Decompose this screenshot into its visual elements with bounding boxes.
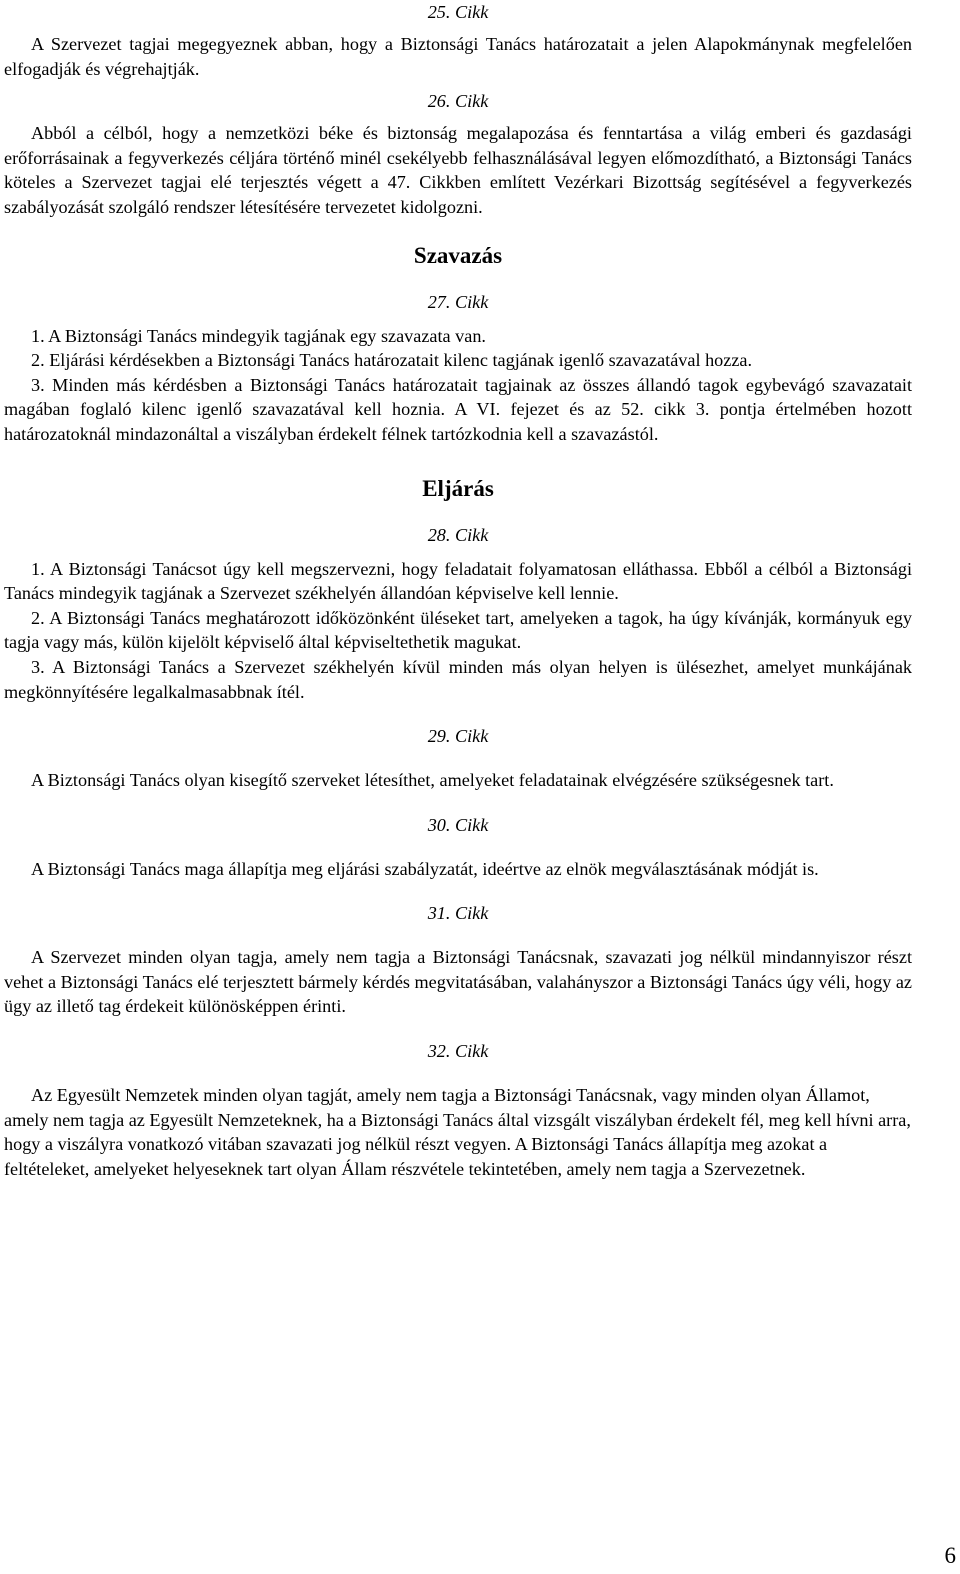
- article-25-text: A Szervezet tagjai megegyeznek abban, hogy a Biztonsági Tanács határozatait a jelen Alapokmánynak megfelelően elfogadják és végrehajtják.: [4, 34, 912, 79]
- document-page: [4, 0, 912, 1181]
- article-32-heading: 32. Cikk: [427, 1041, 489, 1062]
- section-heading-voting: Szavazás: [413, 242, 503, 268]
- article-27-item-1: 1. A Biztonsági Tanács mindegyik tagjának egy szavazata van.: [31, 325, 486, 346]
- article-29-heading: 29. Cikk: [427, 726, 489, 747]
- article-29-text: A Biztonsági Tanács olyan kisegítő szerveket létesíthet, amelyeket feladatainak elvégzésére szükségesnek tart.: [31, 770, 834, 791]
- article-30-heading: 30. Cikk: [427, 814, 489, 835]
- article-26-text: Abból a célból, hogy a nemzetközi béke és biztonság megalapozása és fenntartása a világ emberi és gazdasági erőforrásainak a fegyverkezés céljára történő minél csekélyebb felhasználásával legyen előmozdítható, a Biztonsági Tanács köteles a Szervezet tagjai elé terjesztés végett a 47. Cikkben említett Vezérkari Bizottság segítésével a fegyverkezés szabályozását szolgáló rendszer létesítésére tervezetet kidolgozni.: [4, 123, 912, 217]
- article-27-item-2: 2. Eljárási kérdésekben a Biztonsági Tanács határozatait kilenc tagjának igenlő szavazatával hozza.: [31, 350, 753, 371]
- article-28-item-3: 3. A Biztonsági Tanács a Szervezet székhelyén kívül minden más olyan helyen is ülésezhet, amelyet munkájának megkönnyítésére legalkalmasabbnak ítél.: [4, 656, 912, 702]
- article-25-heading: 25. Cikk: [427, 2, 489, 22]
- article-27-item-3: 3. Minden más kérdésben a Biztonsági Tanács határozatait tagjainak az összes állandó tagok egybevágó szavazatait magában foglaló kilenc igenlő szavazatával kell hoznia. A VI. fejezet és az 52. cikk 3. pontja értelmében hozott határozatoknál mindazonáltal a viszályban érdekelt félnek tartózkodnia kell a szavazástól.: [4, 374, 912, 444]
- article-28-item-1: 1. A Biztonsági Tanácsot úgy kell megszervezni, hogy feladatait folyamatosan elláthassa. Ebből a célból a Biztonsági Tanács mindegyik tagjának a Szervezet székhelyén állandóan képviselve kell lennie.: [4, 558, 912, 604]
- article-26-heading: 26. Cikk: [427, 91, 489, 112]
- article-31-text: A Szervezet minden olyan tagja, amely nem tagja a Biztonsági Tanácsnak, szavazati jog nélkül mindannyiszor részt vehet a Biztonsági Tanács elé terjesztett bármely kérdés megvitatásában, valahányszor a Biztonsági Tanács úgy véli, hogy az ügy az illető tag érdekeit különösképpen érinti.: [4, 947, 912, 1017]
- article-31-heading: 31. Cikk: [427, 903, 489, 924]
- section-heading-procedure: Eljárás: [422, 475, 494, 501]
- article-28-heading: 28. Cikk: [427, 524, 489, 545]
- article-30-text: A Biztonsági Tanács maga állapítja meg eljárási szabályzatát, ideértve az elnök megválasztásának módját is.: [31, 858, 819, 879]
- page-number: 6: [944, 1543, 956, 1568]
- article-32-text: Az Egyesült Nemzetek minden olyan tagját, amely nem tagja a Biztonsági Tanácsnak, vagy minden olyan Államot, amely nem tagja az Egyesült Nemzeteknek, ha a Biztonsági Tanács által vizsgált viszályban érdekelt fél, meg kell hívni arra, hogy a viszályra vonatkozó vitában szavazati jog nélkül részt vegyen. A Biztonsági Tanács állapítja meg azokat a feltételeket, amelyeket helyeseknek tart olyan Állam részvétele tekintetében, amely nem tagja a Szervezetnek.: [4, 1085, 911, 1179]
- article-28-item-2: 2. A Biztonsági Tanács meghatározott időközönként üléseket tart, amelyeken a tagok, ha úgy kívánják, kormányuk egy tagja vagy más, külön kijelölt képviselő által képviseltethetik magukat.: [4, 607, 912, 653]
- article-27-heading: 27. Cikk: [427, 291, 489, 312]
